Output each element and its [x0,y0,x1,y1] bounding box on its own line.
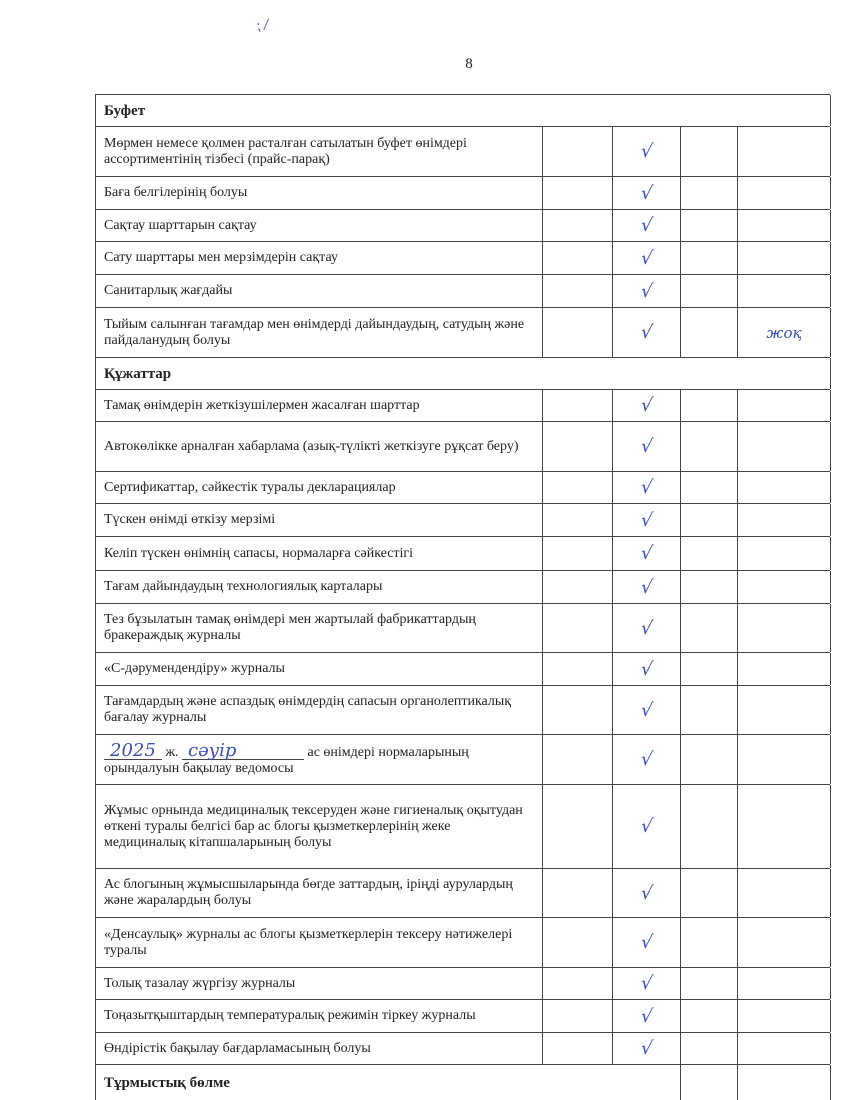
cell-c4 [681,1000,738,1032]
cell-c3 [613,422,681,471]
item-label [96,472,543,503]
table-row [95,967,830,999]
item-label [96,735,543,784]
checkmark-icon: √ [639,436,654,457]
table-row [95,209,830,241]
item-label-text: Тағам дайындаудың технологиялық карталары [104,579,383,594]
table-row [95,536,830,570]
margin-scribble: ⁏ ⁄ [254,17,269,35]
cell-c5 [738,537,831,570]
cell-c2 [543,653,613,685]
cell-c2 [543,537,613,570]
cell-c3 [613,653,681,685]
checkmark-icon: √ [639,617,654,639]
cell-c4 [681,422,738,471]
section-header [95,357,830,389]
item-label [96,571,543,603]
item-label [96,537,543,570]
cell-c5 [738,242,831,274]
section-header [95,94,830,126]
item-label-text: Тез бұзылатын тамақ өнімдері мен жартылай фабрикаттардың бракераждық журналы [104,612,476,643]
cell-c4 [681,177,738,209]
item-label-text: Келіп түскен өнімнің сапасы, нормаларға сәйкестігі [104,545,414,561]
cell-c3 [613,242,681,274]
cell-c4 [681,735,738,784]
checkmark-icon: √ [639,658,654,680]
table-row [95,603,830,652]
cell-c5 [738,422,831,471]
cell-c5 [738,177,831,209]
item-label [96,504,543,536]
checkmark-icon: √ [639,141,654,162]
table-row [95,421,830,471]
table-row [95,126,830,176]
table-row [95,652,830,685]
item-label-text: Өндірістік бақылау бағдарламасының болуы [104,1040,371,1056]
cell-c3 [613,472,681,503]
cell-c3 [613,686,681,734]
item-label-text: «Денсаулық» журналы ас блогы қызметкерлерін тексеру нәтижелері туралы [104,926,513,958]
cell-c2 [543,604,613,652]
item-label [96,308,543,357]
cell-c3 [613,604,681,652]
cell-c2 [543,735,613,784]
item-label-text: Тамақ өнімдерін жеткізушілермен жасалған шарттар [104,397,420,413]
cell-c5 [738,127,831,176]
cell-c4 [681,390,738,421]
checkmark-icon: √ [639,322,654,343]
cell-c3 [613,127,681,176]
table-row [95,176,830,209]
cell-c3 [613,390,681,421]
item-label-text: Баға белгілерінің болуы [104,185,248,200]
table-row [95,868,830,917]
item-label [96,653,543,685]
cell-c4 [681,653,738,685]
cell-c4 [681,968,738,999]
section-title-text: Тұрмыстық бөлме [104,1074,230,1091]
handwritten-year: 2025 [104,743,162,760]
cell-c5 [738,918,831,967]
checkmark-icon: √ [639,816,654,837]
cell-c3 [613,210,681,241]
statement-label-line2: орындалуын бақылау ведомосы [104,760,294,776]
cell-c3 [613,968,681,999]
item-label-text: Мөрмен немесе қолмен расталған сатылатын буфет өнімдері ассортиментінің тізбесі (прайс-парақ) [104,135,467,167]
cell-c3 [613,869,681,917]
item-label [96,127,543,176]
cell-c4 [681,1033,738,1064]
year-suffix: ж. [161,744,182,760]
cell-c5 [738,604,831,652]
cell-c3 [613,1000,681,1032]
cell-c4 [681,472,738,503]
cell-c5 [738,571,831,603]
checkmark-icon: √ [639,477,654,498]
cell-c5 [738,686,831,734]
cell-c4 [681,537,738,570]
cell-c2 [543,968,613,999]
cell-c5 [738,504,831,536]
cell-c5 [738,653,831,685]
section-title [96,1065,681,1100]
checkmark-icon: √ [639,576,654,598]
checkmark-icon: √ [639,932,654,953]
cell-c3 [613,785,681,868]
item-label [96,785,543,868]
cell-c5 [738,390,831,421]
cell-c2 [543,422,613,471]
cell-c4 [681,918,738,967]
cell-c2 [543,472,613,503]
table-row [95,241,830,274]
handwritten-month: сәуір [182,743,304,760]
checkmark-icon: √ [639,749,654,770]
statement-label: ас өнімдері нормаларының [304,744,469,760]
cell-c4 [681,127,738,176]
item-label [96,604,543,652]
item-label-text: Сақтау шарттарын сақтау [104,217,257,233]
cell-c4 [681,604,738,652]
cell-c2 [543,504,613,536]
table-row [95,917,830,967]
handwritten-note: жоқ [766,323,802,342]
item-label-text: Түскен өнімді өткізу мерзімі [104,512,276,527]
checkmark-icon: √ [639,699,654,721]
item-label-text: Сертификаттар, сәйкестік туралы декларациялар [104,479,396,495]
item-label [96,422,543,471]
cell-c2 [543,308,613,357]
item-label-text: Тоңазытқыштардың температуралық режимін тіркеу журналы [104,1008,476,1023]
cell-c5 [738,1033,831,1064]
checkmark-icon: √ [639,973,654,994]
item-label [96,869,543,917]
cell-c4 [681,308,738,357]
cell-c2 [543,571,613,603]
checkmark-icon: √ [639,215,654,236]
table-row [95,734,830,784]
cell-c2 [543,390,613,421]
cell-c5 [738,210,831,241]
item-label-text: Толық тазалау жүргізу журналы [104,975,296,991]
cell-c5 [738,968,831,999]
item-label-text: Автокөлікке арналған хабарлама (азық-түлікті жеткізуге рұқсат беру) [104,438,519,454]
checkmark-icon: √ [639,543,654,564]
cell-c5 [738,308,831,357]
section-title-text: Құжаттар [104,365,172,382]
item-label [96,242,543,274]
checkmark-icon: √ [639,182,654,204]
table-row [95,784,830,868]
cell-c2 [543,127,613,176]
item-label-text: Санитарлық жағдайы [104,283,233,298]
cell-c5 [738,785,831,868]
cell-c2 [543,1000,613,1032]
cell-c3 [613,177,681,209]
item-label-text: «С-дәрумендендіру» журналы [104,661,285,676]
cell-c3 [613,571,681,603]
table-row [95,503,830,536]
cell-c4 [681,785,738,868]
cell-c4 [681,504,738,536]
cell-c3 [613,918,681,967]
cell-c2 [543,918,613,967]
cell-c2 [543,1033,613,1064]
checkmark-icon: √ [639,1005,654,1027]
cell-c3 [613,735,681,784]
table-row [95,307,830,357]
cell-c2 [543,177,613,209]
item-label [96,686,543,734]
checkmark-icon: √ [639,280,654,302]
item-label [96,177,543,209]
table-row [95,685,830,734]
cell-c5 [738,1065,831,1100]
cell-c2 [543,210,613,241]
item-label-text: Сату шарттары мен мерзімдерін сақтау [104,250,338,265]
cell-c2 [543,785,613,868]
cell-c4 [681,869,738,917]
item-label [96,210,543,241]
section-title-text: Буфет [104,102,146,119]
table-row [95,999,830,1032]
cell-c4 [681,210,738,241]
item-label [96,275,543,307]
section-title [96,358,831,389]
section-header [95,1064,830,1100]
table-row [95,1032,830,1064]
cell-c5 [738,472,831,503]
table-row [95,570,830,603]
item-label-text: Тағамдардың және аспаздық өнімдердің сапасын органолептикалық бағалау журналы [104,694,512,725]
cell-c3 [613,537,681,570]
item-label [96,968,543,999]
cell-c4 [681,275,738,307]
checkmark-icon: √ [639,247,654,269]
cell-c2 [543,275,613,307]
item-label [96,390,543,421]
checkmark-icon: √ [639,1038,654,1059]
cell-c3 [613,308,681,357]
item-label-text: Ас блогының жұмысшыларында бөгде заттардың, іріңді аурулардың және жаралардың болуы [104,877,513,908]
cell-c5 [738,869,831,917]
cell-c4 [681,1065,738,1100]
checkmark-icon: √ [639,395,654,416]
cell-c5 [738,735,831,784]
item-label [96,1000,543,1032]
page-number: 8 [465,56,473,72]
item-label-text: Тыйым салынған тағамдар мен өнімдерді дайындаудың, сатудың және пайдаланудың болуы [104,316,525,348]
checkmark-icon: √ [639,882,654,904]
cell-c5 [738,275,831,307]
section-title [96,95,831,126]
cell-c2 [543,869,613,917]
checkmark-icon: √ [639,509,654,531]
table-row [95,389,830,421]
item-label [96,918,543,967]
cell-c2 [543,242,613,274]
item-label [96,1033,543,1064]
cell-c4 [681,571,738,603]
cell-c4 [681,242,738,274]
cell-c3 [613,1033,681,1064]
table-row [95,274,830,307]
cell-c3 [613,275,681,307]
cell-c5 [738,1000,831,1032]
cell-c3 [613,504,681,536]
table-row [95,471,830,503]
cell-c2 [543,686,613,734]
item-label-text: Жұмыс орнында медициналық тексеруден және гигиеналық оқытудан өткені туралы белгісі бар ас блогы қызметкерлерінің жеке медициналық кітапшаларының болуы [104,802,523,850]
cell-c4 [681,686,738,734]
